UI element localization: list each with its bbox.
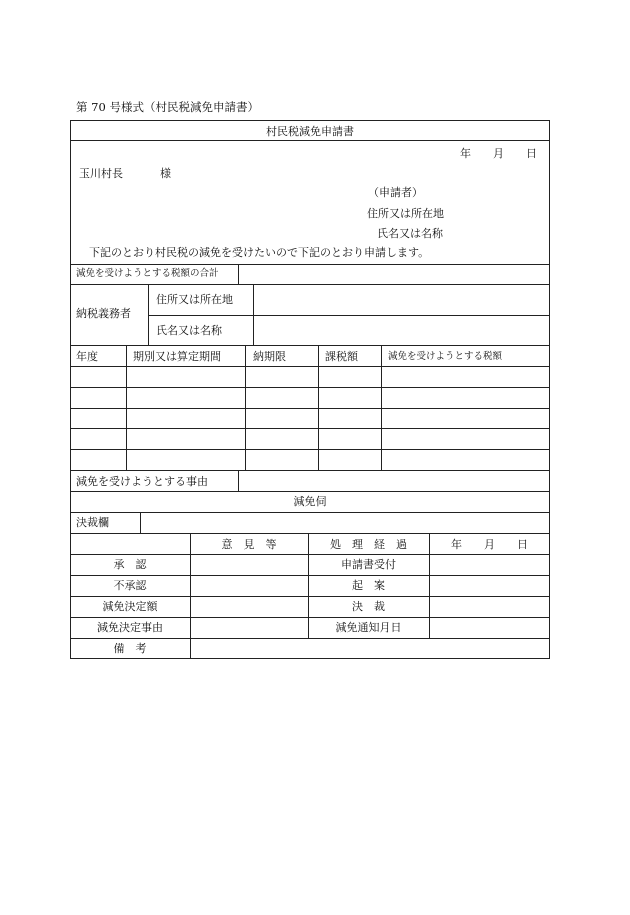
taxpayer-name-label: 氏名又は名称 — [156, 324, 222, 337]
reason-field[interactable] — [239, 471, 549, 490]
addressee-honorific: 様 — [160, 167, 171, 180]
opinion-header: 意 見 等 — [221, 538, 277, 551]
addressee-name: 玉川村長 — [79, 167, 123, 180]
inquiry-title: 減免伺 — [293, 495, 327, 508]
tax-table-header-year: 年度 — [76, 350, 98, 363]
table-row[interactable] — [71, 367, 549, 386]
right-row-notice-date: 減免通知月日 — [335, 621, 402, 634]
tax-table-header-period: 期別又は算定期間 — [133, 350, 221, 363]
tax-table-header-reduction: 減免を受けようとする税額 — [388, 351, 503, 362]
form-number: 第 70 号様式（村民税減免申請書） — [76, 100, 259, 114]
left-row-amount: 減免決定額 — [102, 600, 158, 613]
applicant-name-label: 氏名又は名称 — [377, 227, 443, 240]
left-row-remarks: 備 考 — [113, 642, 147, 655]
date-header: 年 月 日 — [451, 538, 528, 551]
applicant-address-label: 住所又は所在地 — [367, 207, 444, 220]
tax-table-header-due: 納期限 — [253, 350, 286, 363]
total-reduction-label: 減免を受けようとする税額の合計 — [76, 268, 219, 279]
applicant-label: （申請者） — [368, 186, 423, 199]
tax-table-header-amount: 課税額 — [325, 350, 358, 363]
taxpayer-address-label: 住所又は所在地 — [156, 293, 233, 306]
left-row-approve: 承 認 — [113, 558, 147, 571]
reason-label: 減免を受けようとする事由 — [76, 475, 208, 488]
remarks-field[interactable] — [191, 639, 549, 658]
decision-field[interactable] — [141, 513, 549, 532]
taxpayer-name-field[interactable] — [254, 316, 549, 344]
table-row[interactable] — [71, 388, 549, 407]
left-row-reject: 不承認 — [113, 579, 147, 592]
table-row[interactable] — [71, 429, 549, 448]
table-row[interactable] — [71, 409, 549, 428]
taxpayer-address-field[interactable] — [254, 285, 549, 314]
form-title: 村民税減免申請書 — [266, 125, 354, 138]
process-header: 処 理 経 過 — [330, 538, 407, 551]
right-row-received: 申請書受付 — [341, 558, 396, 571]
date-line: 年 月 日 — [460, 147, 537, 160]
right-row-decision: 決 裁 — [352, 600, 385, 613]
table-row[interactable] — [71, 450, 549, 469]
left-row-reason: 減免決定事由 — [97, 621, 163, 634]
total-reduction-field[interactable] — [239, 265, 549, 284]
right-row-draft: 起 案 — [352, 579, 385, 592]
taxpayer-label: 納税義務者 — [76, 307, 131, 320]
decision-label: 決裁欄 — [76, 516, 109, 529]
intro-text: 下記のとおり村民税の減免を受けたいので下記のとおり申請します。 — [89, 246, 430, 259]
